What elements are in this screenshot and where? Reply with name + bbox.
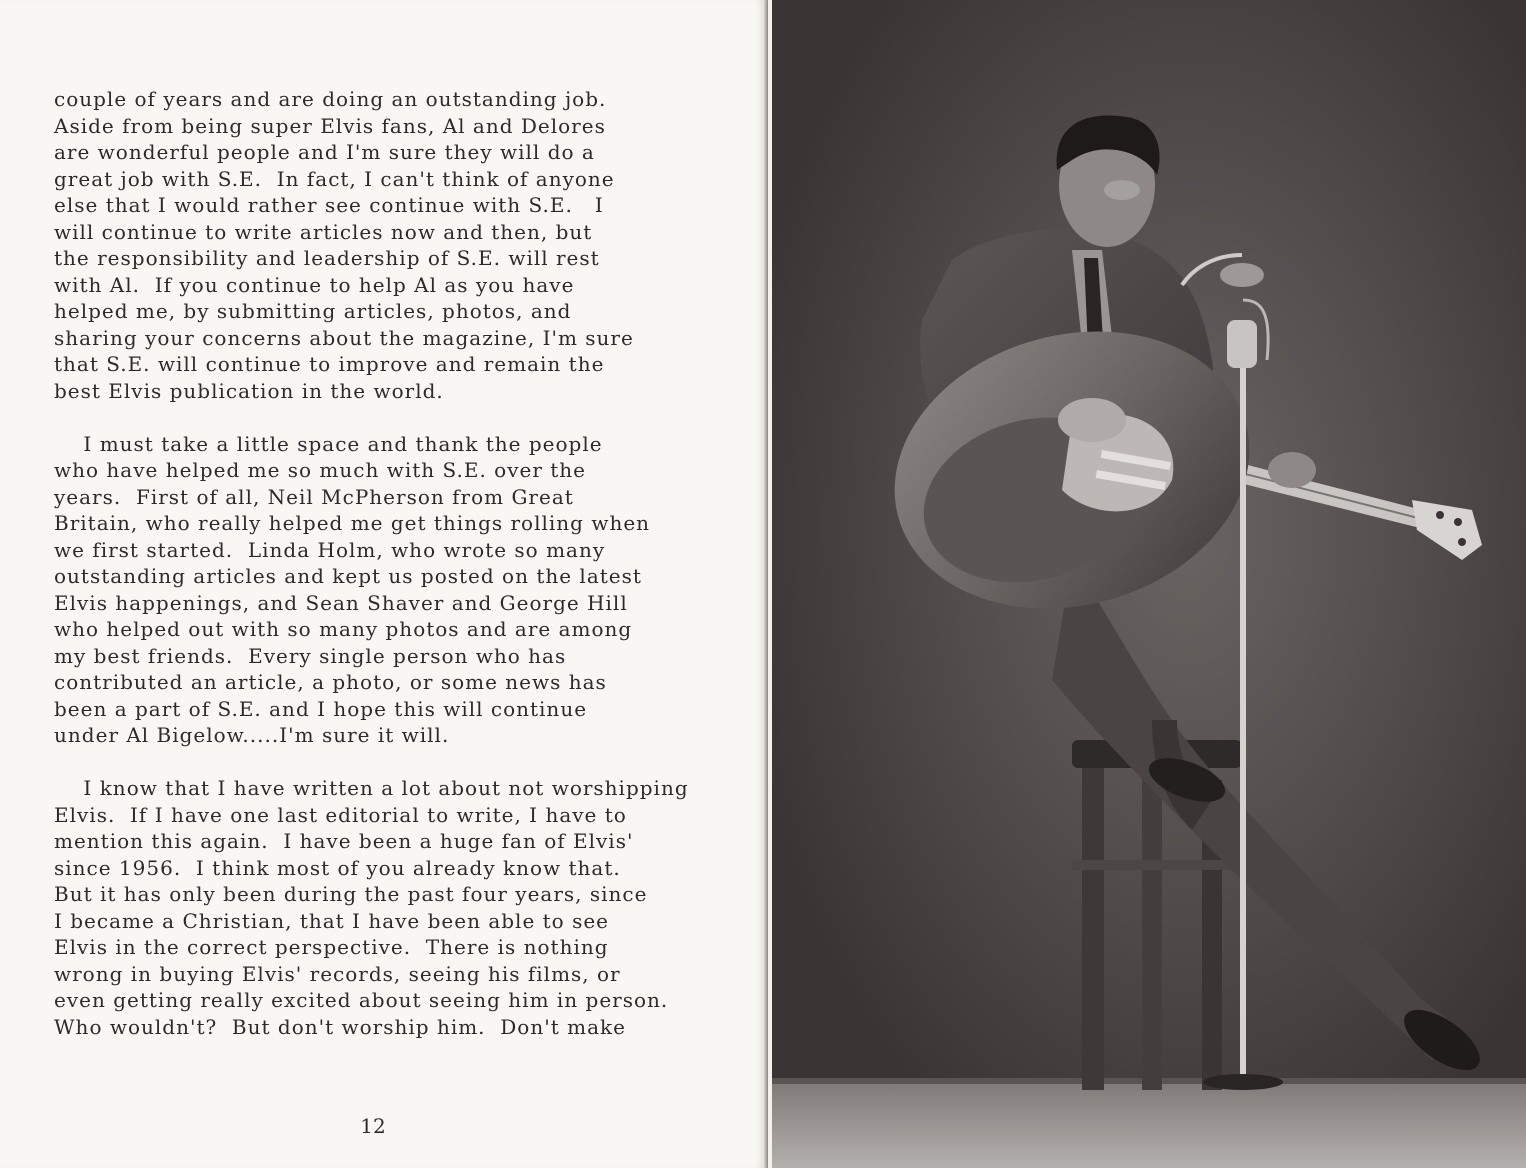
microphone-base [1203,1074,1283,1090]
text-line: with Al. If you continue to help Al as you have [54,272,575,297]
text-line: even getting really excited about seeing him in person. [54,988,669,1012]
text-line: years. First of all, Neil McPherson from Great [54,484,574,509]
paragraph-3 [54,775,734,1040]
paragraph-2 [54,431,734,749]
text-line: since 1956. I think most of you already know that. [54,855,621,880]
text-line: that S.E. will continue to improve and remain the [54,352,605,376]
text-line: Who wouldn't? But don't worship him. Don't make [54,1014,626,1039]
text-line: mention this again. I have been a huge fan of Elvis' [54,829,634,853]
paragraph-1 [54,86,734,404]
text-line: Elvis. If I have one last editorial to write, I have to [54,802,627,827]
page-number: 12 [360,1114,386,1138]
text-line: Elvis happenings, and Sean Shaver and George Hill [54,590,628,615]
text-line: great job with S.E. In fact, I can't think of anyone [54,166,615,191]
text-line: outstanding articles and kept us posted on the latest [54,564,642,588]
text-line: wrong in buying Elvis' records, seeing his films, or [54,961,621,986]
text-line: my best friends. Every single person who has [54,643,567,668]
text-line: Britain, who really helped me get things rolling when [54,511,651,535]
performer-with-guitar-photo [772,0,1526,1168]
text-line: sharing your concerns about the magazine, I'm sure [54,325,634,350]
text-line: who have helped me so much with S.E. over the [54,458,587,482]
text-line: will continue to write articles now and then, but [54,219,593,244]
text-line: But it has only been during the past four years, since [54,882,648,906]
text-line: else that I would rather see continue with S.E. I [54,193,604,217]
text-line: Aside from being super Elvis fans, Al and Delores [54,113,606,138]
text-line: who helped out with so many photos and are among [54,617,633,641]
text-line: best Elvis publication in the world. [54,378,444,403]
text-line: Elvis in the correct perspective. There is nothing [54,935,609,959]
text-line: I must take a little space and thank the people [54,431,603,456]
text-line: helped me, by submitting articles, photos, and [54,299,572,323]
text-line: I know that I have written a lot about not worshipping [54,776,689,800]
fretting-hand [1268,452,1316,488]
stage-floor [772,1080,1526,1168]
text-line: we first started. Linda Holm, who wrote so many [54,537,606,562]
text-line: I became a Christian, that I have been able to see [54,908,610,933]
text-line: contributed an article, a photo, or some news has [54,670,607,694]
text-line: couple of years and are doing an outstanding job. [54,87,607,111]
right-page [768,0,1526,1168]
text-line: under Al Bigelow.....I'm sure it will. [54,723,450,747]
text-line: been a part of S.E. and I hope this will continue [54,696,588,721]
editorial-text [54,86,734,1067]
text-line: the responsibility and leadership of S.E. will rest [54,246,600,270]
text-line: are wonderful people and I'm sure they will do a [54,140,595,164]
